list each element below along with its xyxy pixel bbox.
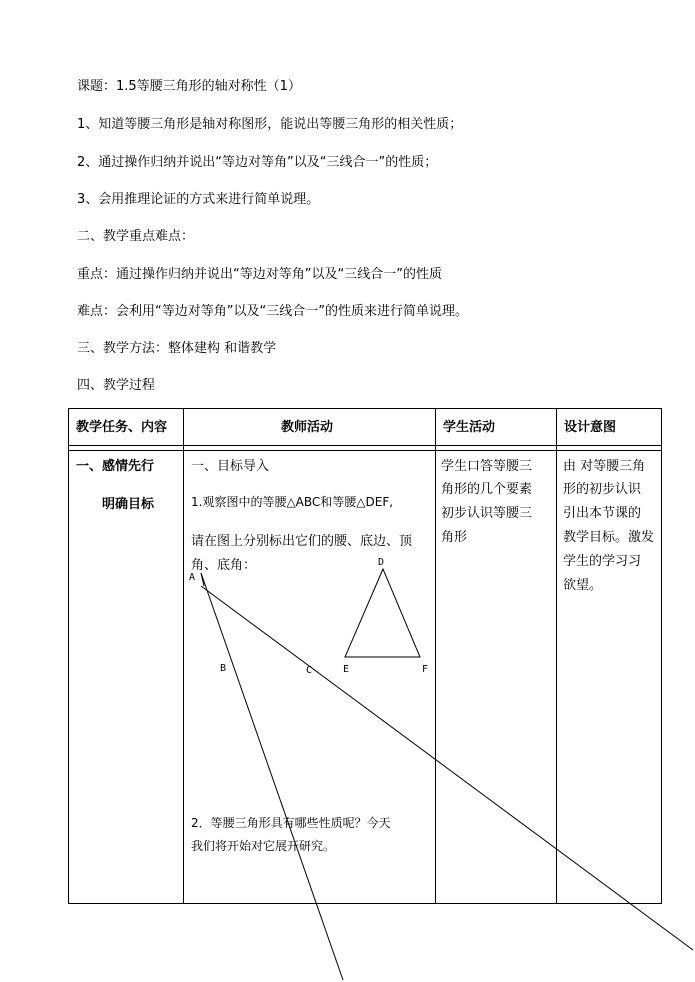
label-e: E	[343, 664, 350, 675]
intent-line-1: 由 对等腰三角	[563, 459, 646, 474]
student-line-4: 角形	[441, 530, 468, 545]
header-teacher: 教师活动	[281, 420, 334, 435]
teacher-item-2-line-2: 我们将开始对它展开研究。	[191, 839, 336, 853]
key-point: 重点：通过操作归纳并说出“等边对等角”以及“三线合一”的性质	[77, 267, 442, 282]
teacher-item-1: 1.观察图中的等腰△ABC和等腰△DEF,	[191, 495, 394, 509]
intent-line-2: 形的初步认识	[563, 482, 642, 497]
segment-ab	[201, 573, 343, 980]
section-process: 四、教学过程	[77, 378, 156, 393]
header-intent: 设计意图	[564, 420, 617, 435]
teacher-item-1-cont-2: 角、底角：	[191, 558, 257, 573]
intent-line-5: 学生的学习习	[563, 554, 642, 569]
task-line-1: 一、感情先行	[76, 459, 155, 474]
difficulty: 难点：会利用“等边对等角”以及“三线合一”的性质来进行简单说理。	[77, 304, 468, 319]
section-methods: 三、教学方法：整体建构 和谐教学	[77, 341, 277, 356]
teacher-heading: 一、目标导入	[191, 459, 270, 474]
label-a: A	[189, 572, 196, 583]
student-line-2: 角形的几个要素	[441, 482, 533, 497]
intent-line-4: 教学目标。激发	[563, 530, 655, 545]
intent-line-6: 欲望。	[563, 578, 603, 593]
student-line-1: 学生口答等腰三	[441, 459, 533, 474]
triangle-def	[345, 569, 420, 657]
label-b: B	[220, 663, 227, 674]
teacher-item-1-cont-1: 请在图上分别标出它们的腰、底边、顶	[191, 534, 413, 549]
goal-1: 1、知道等腰三角形是轴对称图形，能说出等腰三角形的相关性质；	[77, 117, 463, 132]
goal-3: 3、会用推理论证的方式来进行简单说理。	[77, 192, 320, 207]
header-student: 学生活动	[443, 420, 496, 435]
label-d: D	[378, 557, 385, 568]
page-title: 课题：1.5等腰三角形的轴对称性（1）	[77, 79, 301, 94]
header-task: 教学任务、内容	[76, 420, 168, 435]
goal-2: 2、通过操作归纳并说出“等边对等角”以及“三线合一”的性质；	[77, 155, 438, 170]
task-line-2: 明确目标	[102, 497, 155, 512]
student-line-3: 初步认识等腰三	[441, 506, 533, 521]
segment-ac	[201, 586, 693, 950]
label-f: F	[422, 664, 429, 675]
intent-line-3: 引出本节课的	[563, 506, 642, 521]
label-c: C	[306, 665, 313, 676]
teacher-item-2-line-1: 2．等腰三角形具有哪些性质呢？今天	[191, 816, 391, 830]
section-key-points: 二、教学重点难点：	[77, 229, 195, 244]
